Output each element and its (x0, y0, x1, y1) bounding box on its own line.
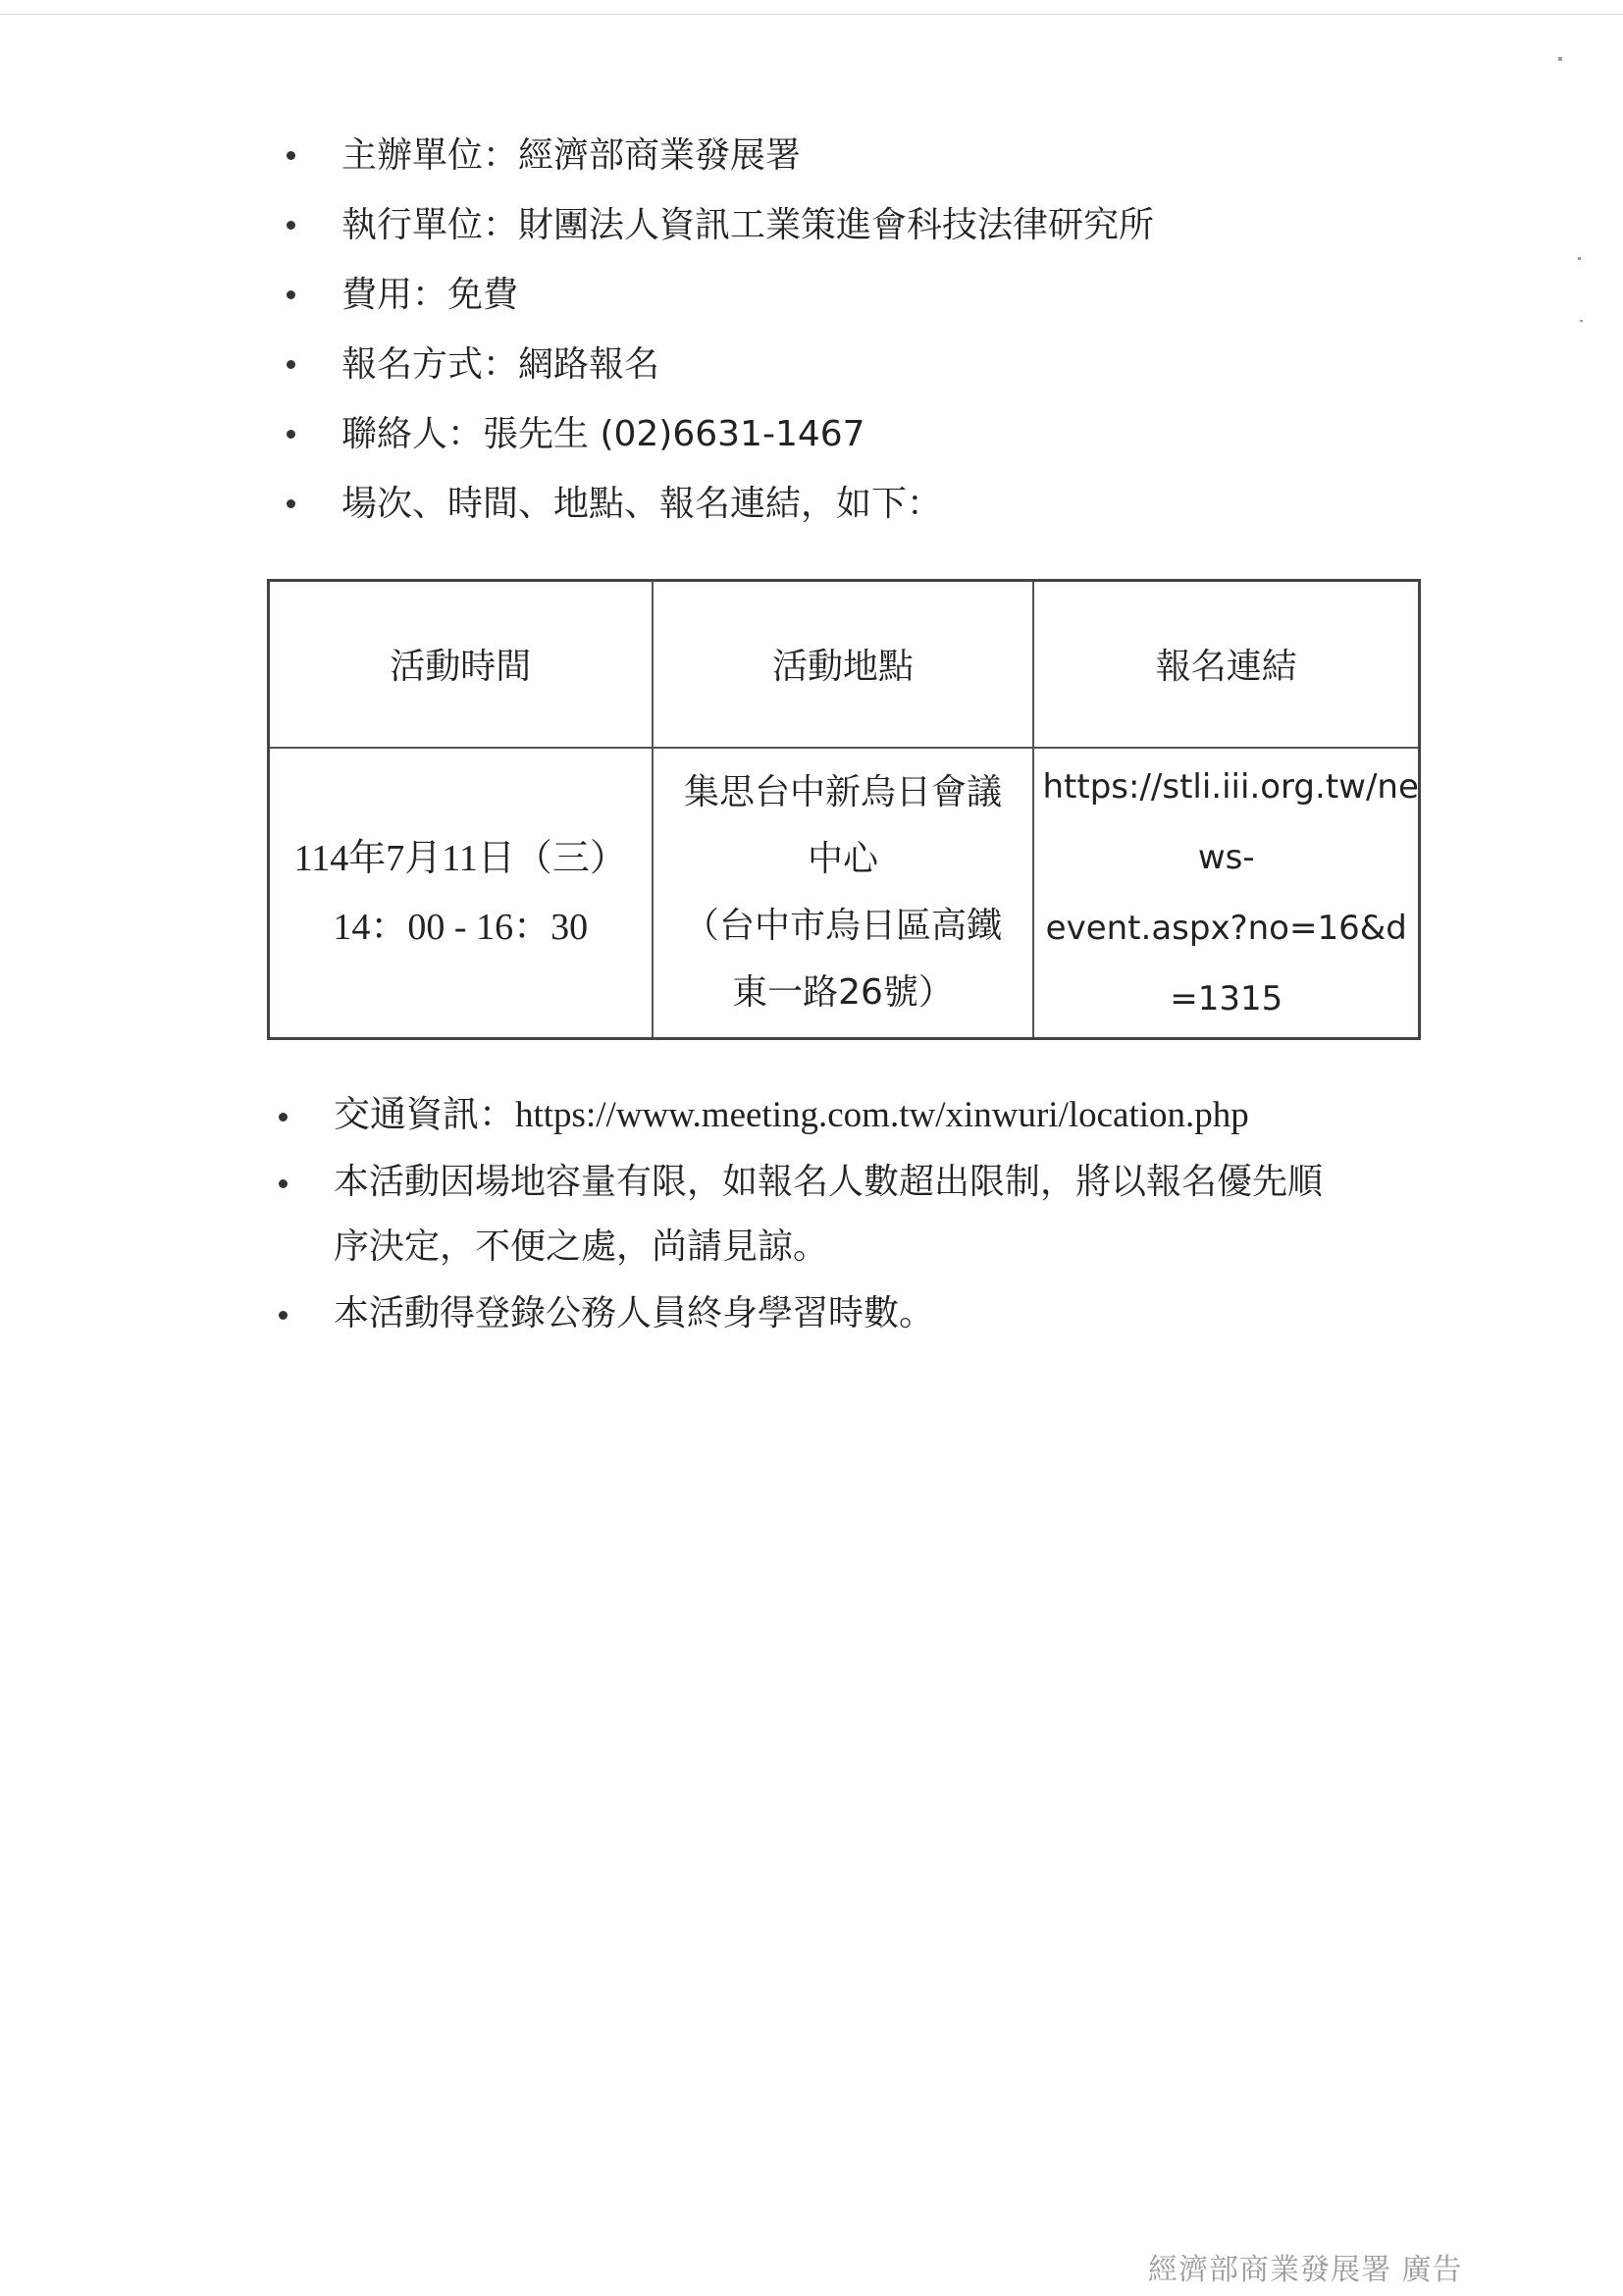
list-item-transport (267, 1083, 1395, 1148)
venue-name: 集思台中新烏日會議 (683, 771, 1002, 812)
transport-text: 交通資訊：https://www.meeting.com.tw/xinwuri/location.php (334, 1095, 1249, 1135)
schedule-table (267, 579, 1421, 1040)
list-item-learning-hours (267, 1281, 1395, 1346)
venue-name-cont: 中心 (807, 838, 878, 879)
bullet-icon (287, 360, 295, 369)
bullet-icon (287, 221, 295, 230)
registration-url-part3: event.aspx?no=16&d (1045, 908, 1407, 948)
bullet-icon (287, 499, 295, 508)
learning-hours-text: 本活動得登錄公務人員終身學習時數。 (334, 1293, 935, 1333)
footer-stamp: 經濟部商業發展署 廣告 (1148, 2253, 1463, 2287)
list-item-capacity (267, 1150, 1395, 1279)
fee-text: 費用：免費 (341, 275, 519, 315)
registration-url-part4: =1315 (1170, 978, 1283, 1018)
cell-place (653, 748, 1034, 1039)
scan-edge-line (0, 14, 1623, 15)
scan-speck (1558, 57, 1562, 61)
registration-url-part1: https://stli.iii.org.tw/ne (1042, 766, 1419, 807)
list-item-organizer (275, 122, 1403, 191)
table-row (269, 748, 1420, 1039)
contact-text: 聯絡人：張先生 (02)6631-1467 (341, 414, 865, 454)
event-hours: 14：00 - 16：30 (333, 906, 589, 948)
list-item-contact (275, 400, 1403, 470)
capacity-text-line1: 本活動因場地容量有限，如報名人數超出限制，將以報名優先順 (334, 1162, 1324, 1202)
capacity-text-line2: 序決定，不便之處，尚請見諒。 (334, 1226, 829, 1267)
list-item-schedule-intro (275, 470, 1403, 540)
bullet-icon (279, 1113, 288, 1122)
schedule-intro-text: 場次、時間、地點、報名連結，如下： (341, 484, 943, 524)
event-info-list (275, 122, 1403, 540)
cell-time (269, 748, 653, 1039)
scan-speck (1578, 257, 1581, 260)
scan-speck (1580, 320, 1583, 322)
header-link: 報名連結 (1033, 581, 1419, 748)
bullet-icon (287, 430, 295, 439)
organizer-text: 主辦單位：經濟部商業發展署 (341, 135, 802, 176)
table-header-row (269, 581, 1420, 748)
list-item-executor (275, 191, 1403, 261)
cell-link (1033, 748, 1419, 1039)
executor-text: 執行單位：財團法人資訊工業策進會科技法律研究所 (341, 205, 1155, 245)
venue-address-cont: 東一路26號） (732, 971, 954, 1013)
bullet-icon (279, 1311, 288, 1320)
venue-address: （台中市烏日區高鐵 (683, 905, 1002, 946)
notes-list (267, 1083, 1395, 1348)
list-item-fee (275, 261, 1403, 331)
bullet-icon (279, 1179, 288, 1188)
header-place: 活動地點 (653, 581, 1034, 748)
registration-url-part2: ws- (1197, 837, 1255, 877)
event-date: 114年7月11日（三） (293, 837, 627, 879)
header-time: 活動時間 (269, 581, 653, 748)
bullet-icon (287, 290, 295, 299)
bullet-icon (287, 151, 295, 160)
list-item-registration (275, 331, 1403, 400)
registration-text: 報名方式：網路報名 (341, 344, 660, 385)
